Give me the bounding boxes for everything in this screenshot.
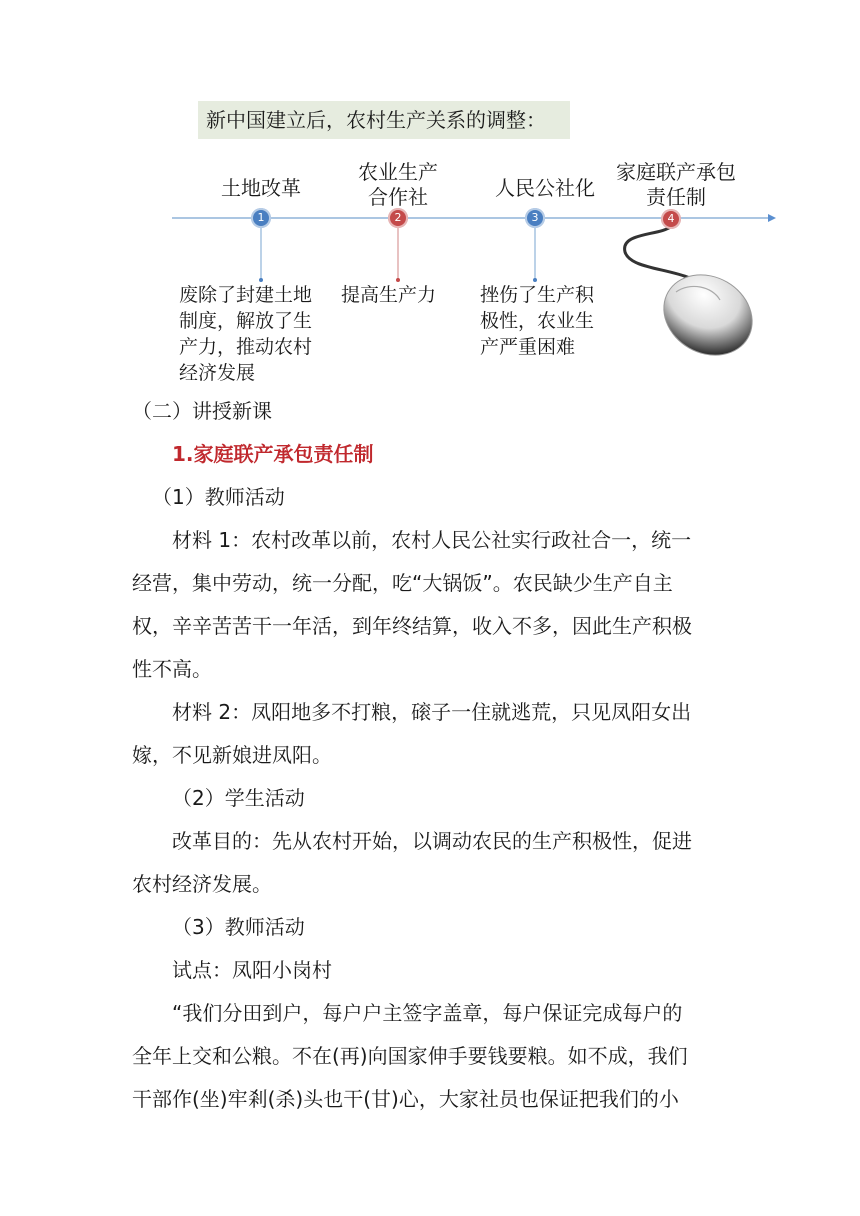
stage-label-2: 农业生产 合作社 (358, 160, 438, 209)
computer-mouse-icon (649, 259, 767, 371)
activity-heading-1: （1）教师活动 (152, 485, 285, 509)
subsection-title: 1.家庭联产承包责任制 (172, 442, 374, 466)
paragraph-line: 权，辛辛苦苦干一年活，到年终结算，收入不多，因此生产积极 (132, 614, 692, 638)
timeline-arrow (768, 214, 776, 222)
timeline-title: 新中国建立后，农村生产关系的调整： (198, 101, 570, 139)
stage-label-1: 土地改革 (221, 176, 301, 200)
activity-heading-3: （3）教师活动 (172, 915, 305, 939)
paragraph-line: 试点：凤阳小岗村 (172, 958, 332, 982)
stage-label-4: 家庭联产承包 责任制 (616, 160, 736, 209)
timeline-node-2: 2 (388, 208, 408, 228)
paragraph-line: “我们分田到户，每户户主签字盖章，每户保证完成每户的 (172, 1001, 683, 1025)
paragraph-line: 材料 1：农村改革以前，农村人民公社实行政社合一，统一 (172, 528, 692, 552)
paragraph-line: 经营，集中劳动，统一分配，吃“大锅饭”。农民缺少生产自主 (132, 571, 673, 595)
activity-heading-2: （2）学生活动 (172, 786, 305, 810)
paragraph-line: 性不高。 (132, 657, 212, 681)
paragraph-line: 全年上交和公粮。不在(再)向国家伸手要钱要粮。如不成，我们 (132, 1044, 688, 1068)
paragraph-line: 改革目的：先从农村开始，以调动农民的生产积极性，促进 (172, 829, 692, 853)
paragraph-line: 干部作(坐)牢剎(杀)头也干(甘)心，大家社员也保证把我们的小 (132, 1087, 679, 1111)
paragraph-line: 嫁，不见新娘进凤阳。 (132, 743, 332, 767)
stage-desc-1: 废除了封建土地 制度，解放了生 产力，推动农村 经济发展 (179, 284, 313, 384)
paragraph-line: 材料 2：凤阳地多不打粮，磙子一住就逃荒，只见凤阳女出 (172, 700, 692, 724)
timeline-node-1: 1 (251, 208, 271, 228)
mouse-cable-icon (625, 226, 690, 278)
stage-label-3: 人民公社化 (495, 176, 595, 200)
section-heading: （二）讲授新课 (132, 399, 272, 423)
timeline-node-3: 3 (525, 208, 545, 228)
paragraph-line: 农村经济发展。 (132, 872, 272, 896)
stage-desc-3: 挫伤了生产积 极性，农业生 产严重困难 (480, 284, 595, 358)
stage-desc-2: 提高生产力 (341, 284, 437, 306)
timeline-node-4: 4 (661, 209, 681, 229)
